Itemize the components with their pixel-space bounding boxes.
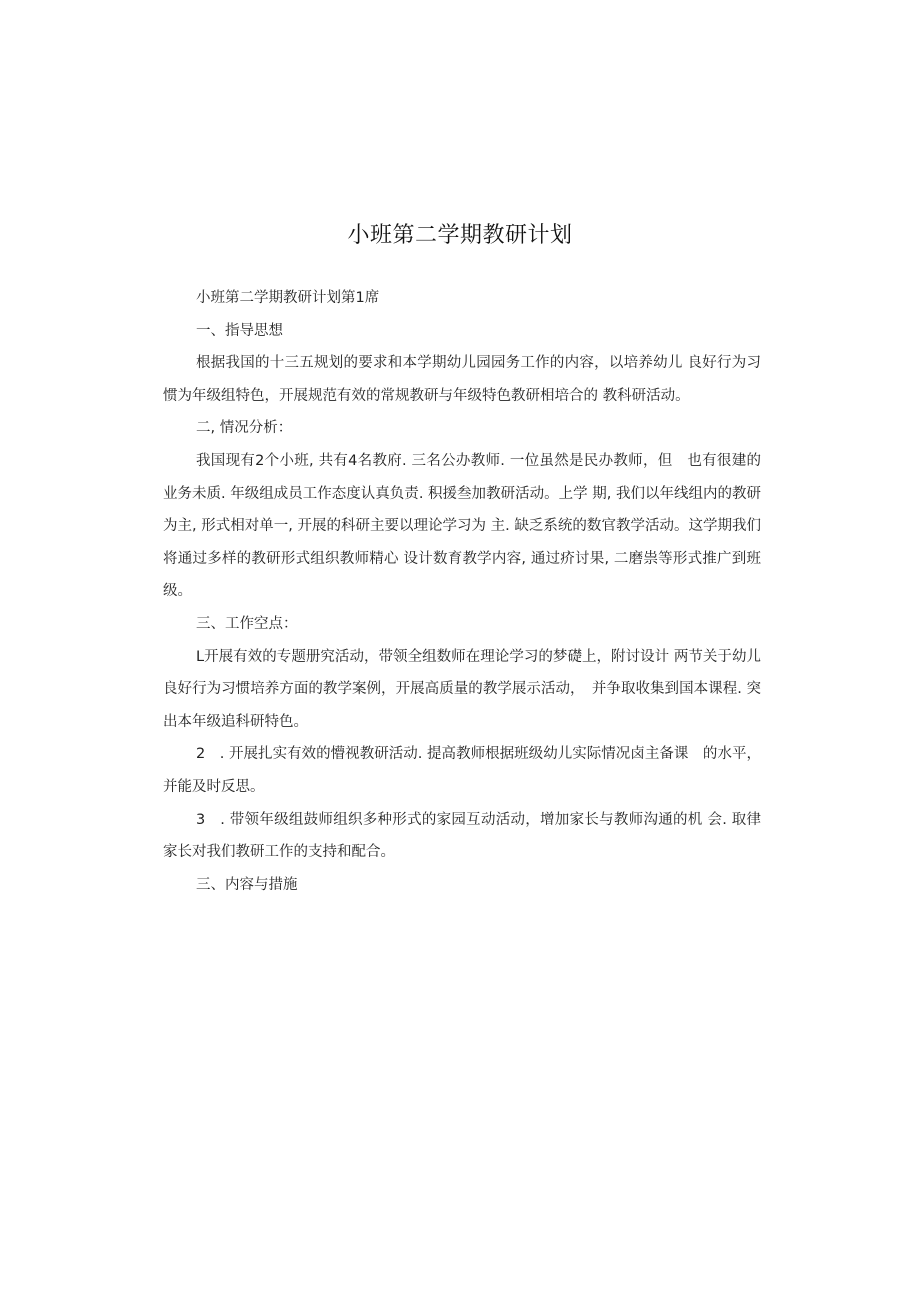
section-heading-guiding-thought: 一、指导思想	[196, 322, 283, 339]
subtitle-line: 小班第二学期教研计划第1席	[196, 290, 380, 306]
section-heading-work-focus: 三、工作空点：	[196, 615, 298, 632]
list-item-work-focus-2: 2 . 开展扎实有效的懵视教研活动. 提高教师根据班级幼儿实际情况卤主备课 的水平，并能及时反思。	[163, 746, 761, 795]
list-item-work-focus-3: 3 . 带领年级组鼓师组织多种形式的家园互动活动，增加家长与教师沟通的机 会. 取律家长对我们教研工作的支持和配合。	[163, 811, 761, 861]
section-heading-situation-analysis: 二, 情况分析：	[196, 420, 293, 437]
section-heading-content-measures: 三、内容与措施	[196, 876, 298, 893]
paragraph-guiding-thought: 根据我国的十三五规划的要求和本学期幼儿园园务工作的内容，以培养幼儿 良好行为习惯为年级组特色，开展规范有效的常规教研与年级特色教研相培合的 教科研活动。	[163, 355, 761, 404]
paragraph-situation-analysis: 我国现有2个小班, 共有4名教府. 三名公办教师. 一位虽然是民办教师，但 也有很建的业务未质. 年级组成员工作态度认真负责. 积援叁加教研活动。上学 期, 我们以年线组内的教研为主, 形式相对单一, 开展的科研主要以理论学习为 主. 缺乏系统的数官教学活动。这学期我们将通过多样的教研形式组织教师精心 设计数育教学内容, 通过疥讨果, 二磨祟等形式推广到班级。	[163, 452, 761, 600]
document-body	[163, 282, 761, 901]
document-title: 小班第二学期教研计划	[347, 223, 573, 248]
list-item-work-focus-1: L开展有效的专题册究活动，带领全组数师在理论学习的梦礎上，附讨设计 两节关于幼儿良好行为习惯培养方面的教学案例，开展高质量的教学展示活动， 并争取收集到国本课程. 突出本年级追科研特色。	[163, 648, 761, 730]
